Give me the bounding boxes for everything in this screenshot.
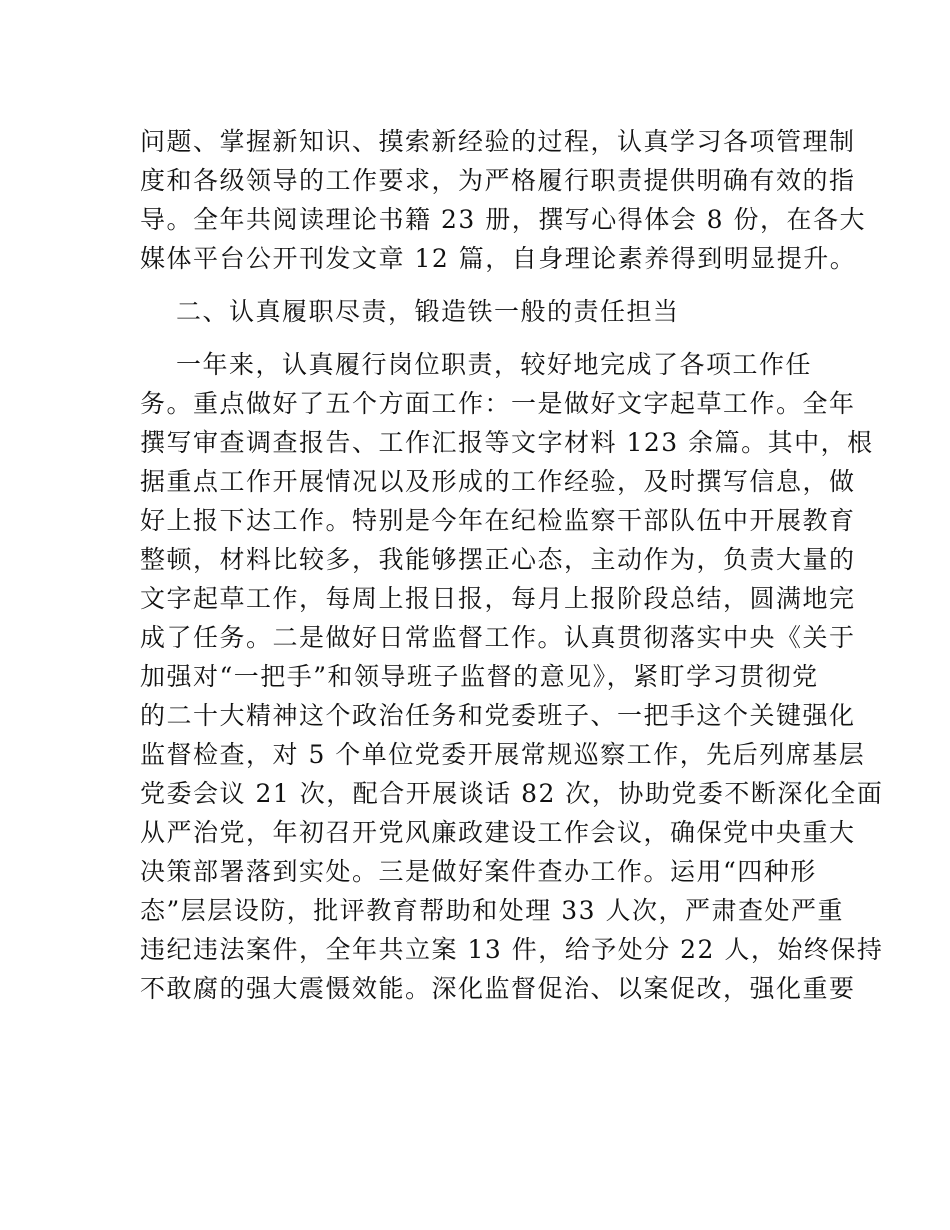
- text-line: 决策部署落到实处。三是做好案件查办工作。运用“四种形: [140, 857, 817, 886]
- text-line: 据重点工作开展情况以及形成的工作经验，及时撰写信息，做: [140, 467, 856, 496]
- text-line: 态”层层设防，批评教育帮助和处理 33 人次，严肃查处严重: [140, 896, 844, 925]
- text-line: 务。重点做好了五个方面工作：一是做好文字起草工作。全年: [140, 389, 856, 418]
- text-line: 整顿，材料比较多，我能够摆正心态，主动作为，负责大量的: [140, 545, 856, 574]
- text-line: 问题、掌握新知识、摸索新经验的过程，认真学习各项管理制: [140, 127, 856, 156]
- text-line: 好上报下达工作。特别是今年在纪检监察干部队伍中开展教育: [140, 506, 856, 535]
- text-line: 一年来，认真履行岗位职责，较好地完成了各项工作任: [176, 350, 813, 379]
- text-line: 的二十大精神这个政治任务和党委班子、一把手这个关键强化: [140, 701, 856, 730]
- text-line: 加强对“一把手”和领导班子监督的意见》，紧盯学习贯彻党: [140, 662, 819, 691]
- text-line: 监督检查，对 5 个单位党委开展常规巡察工作，先后列席基层: [140, 740, 866, 769]
- section-heading: 二、认真履职尽责，锻造铁一般的责任担当: [176, 297, 680, 326]
- paragraph-gap: [140, 331, 812, 345]
- text-line: 违纪违法案件，全年共立案 13 件，给予处分 22 人，始终保持: [140, 935, 884, 964]
- text-line: 成了任务。二是做好日常监督工作。认真贯彻落实中央《关于: [140, 623, 856, 652]
- document-body: [140, 122, 884, 1008]
- text-line: 文字起草工作，每周上报日报，每月上报阶段总结，圆满地完: [140, 584, 856, 613]
- text-line: 党委会议 21 次，配合开展谈话 82 次，协助党委不断深化全面: [140, 779, 884, 808]
- text-line: 撰写审查调查报告、工作汇报等文字材料 123 余篇。其中，根: [140, 428, 874, 457]
- text-line: 导。全年共阅读理论书籍 23 册，撰写心得体会 8 份，在各大: [140, 205, 867, 234]
- text-line: 从严治党，年初召开党风廉政建设工作会议，确保党中央重大: [140, 818, 856, 847]
- paragraph-2: [140, 345, 884, 1008]
- text-line: 不敢腐的强大震慑效能。深化监督促治、以案促改，强化重要: [140, 974, 856, 1003]
- text-line: 媒体平台公开刊发文章 12 篇，自身理论素养得到明显提升。: [140, 244, 857, 273]
- paragraph-gap: [140, 278, 812, 292]
- paragraph-1: [140, 122, 867, 278]
- text-line: 度和各级领导的工作要求，为严格履行职责提供明确有效的指: [140, 166, 856, 195]
